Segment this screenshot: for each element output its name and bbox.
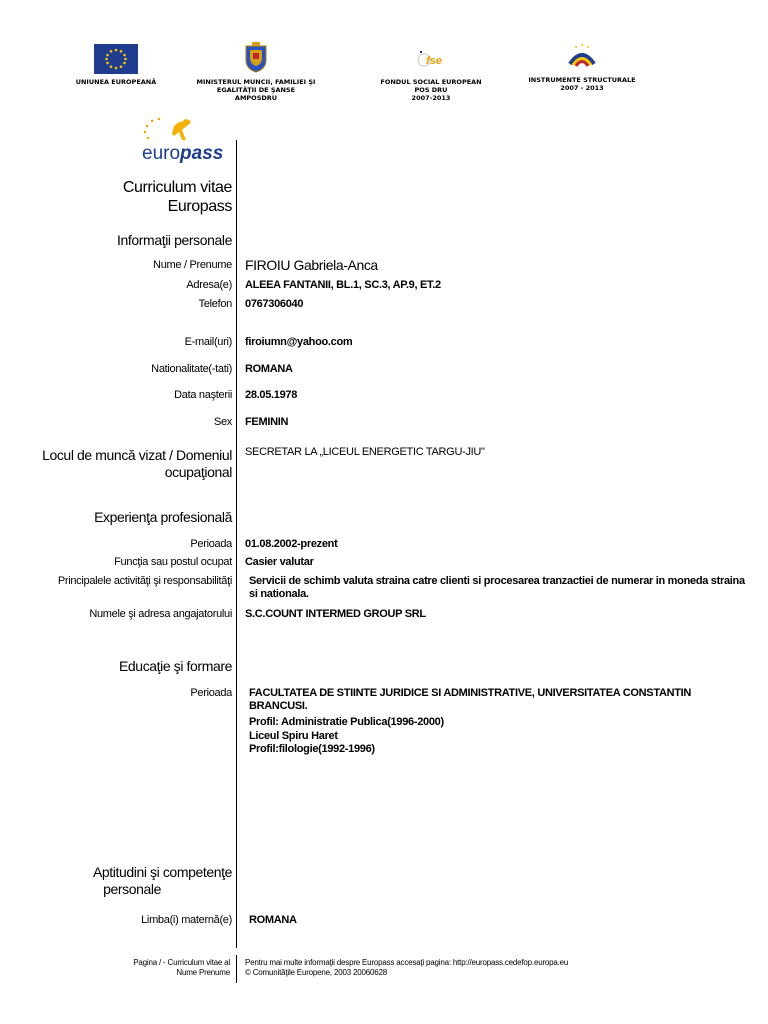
education-profile-2: Profil:filologie(1992-1996) [249, 743, 375, 755]
activities-label: Principalele activităţi şi responsabilităţi [57, 575, 232, 587]
experience-period-label: Perioada [190, 538, 232, 550]
section-education: Educaţie şi formare [118, 658, 232, 674]
footer-divider [236, 955, 237, 983]
europass-suffix: pass [180, 143, 224, 164]
footer-left-line1: Pagina / - Curriculum vitae al [133, 958, 230, 967]
position-label: Funcţia sau postul ocupat [114, 556, 232, 568]
eu-flag-icon [94, 44, 138, 74]
address-value: ALEEA FANTANII, BL.1, SC.3, AP.9, ET.2 [245, 279, 441, 291]
fse-logo-icon [414, 46, 448, 74]
birth-date-value: 28.05.1978 [245, 389, 298, 401]
svg-text:fse: fse [426, 55, 442, 67]
email-label: E-mail(uri) [184, 336, 232, 348]
section-skills-line2: personale [103, 881, 161, 897]
cv-title-line2: Europass [167, 198, 232, 215]
sex-label: Sex [213, 416, 232, 428]
romania-coat-of-arms-icon [242, 42, 270, 74]
name-label: Nume / Prenume [153, 259, 232, 271]
education-profile-1: Profil: Administratie Publica(1996-2000) [249, 716, 444, 728]
column-divider [236, 140, 237, 948]
logo-eu-caption: UNIUNEA EUROPEANĂ [75, 78, 157, 86]
nationality-label: Nationalitate(-tati) [151, 363, 232, 375]
logo-eu [46, 40, 186, 86]
cv-title [123, 178, 232, 216]
desired-job-label-line1: Locul de muncă vizat / Domeniul [42, 447, 232, 463]
section-skills [93, 864, 232, 898]
footer-right [245, 958, 568, 978]
employer-value: S.C.COUNT INTERMED GROUP SRL [245, 608, 426, 620]
europass-wordmark [142, 143, 223, 165]
section-experience: Experienţa profesională [94, 509, 232, 525]
mother-tongue-value: ROMANA [249, 914, 297, 926]
footer-left [133, 958, 230, 978]
phone-label: Telefon [198, 298, 232, 310]
footer-left-line2: Nume Prenume [176, 968, 230, 977]
name-value: FIROIU Gabriela-Anca [245, 257, 378, 273]
logo-instrumente [512, 40, 652, 92]
footer-right-line2: © Comunităţile Europene, 2003 20060628 [245, 968, 387, 977]
desired-job-label-line2: ocupaţional [164, 464, 232, 480]
logo-instrumente-caption: INSTRUMENTE STRUCTURALE 2007 - 2013 [528, 76, 636, 92]
nationality-value: ROMANA [245, 363, 293, 375]
address-label: Adresa(e) [186, 279, 232, 291]
activities-value: Servicii de schimb valuta straina catre clienti si procesarea tranzactiei de numerar in moneda straina si nationala. [249, 575, 745, 600]
europass-logo [130, 116, 230, 166]
logo-fse [361, 40, 501, 102]
mother-tongue-label: Limba(i) maternă(e) [141, 914, 232, 926]
logo-ministry [186, 40, 326, 102]
birth-date-label: Data naşterii [174, 389, 232, 401]
employer-label: Numele şi adresa angajatorului [89, 608, 232, 620]
education-highschool: Liceul Spiru Haret [249, 730, 338, 742]
phone-value: 0767306040 [245, 298, 304, 310]
section-personal-info: Informaţii personale [117, 232, 232, 248]
desired-job-label [42, 447, 232, 481]
europass-prefix: euro [142, 143, 181, 164]
logo-fse-caption: FONDUL SOCIAL EUROPEAN POS DRU 2007-2013 [380, 78, 482, 102]
section-skills-line1: Aptitudini şi competenţe [92, 864, 232, 880]
desired-job-value: SECRETAR LA „LICEUL ENERGETIC TARGU-JIU" [245, 446, 485, 458]
position-value: Casier valutar [245, 556, 314, 568]
sex-value: FEMININ [245, 416, 289, 428]
education-university: FACULTATEA DE STIINTE JURIDICE SI ADMINISTRATIVE, UNIVERSITATEA CONSTANTIN BRANCUSI. [249, 687, 692, 712]
education-period-label: Perioada [190, 687, 232, 699]
experience-period-value: 01.08.2002-prezent [245, 538, 338, 550]
logo-ministry-caption: MINISTERUL MUNCII, FAMILIEI ŞI EGALITĂŢII DE ŞANSE AMPOSDRU [196, 78, 316, 102]
footer-right-line1: Pentru mai multe informaţii despre Europass accesaţi pagina: http://europass.cedefop.europa.eu [245, 958, 569, 967]
email-value: firoiumn@yahoo.com [245, 336, 353, 348]
cv-title-line1: Curriculum vitae [122, 179, 232, 196]
structural-instruments-icon [564, 42, 600, 72]
